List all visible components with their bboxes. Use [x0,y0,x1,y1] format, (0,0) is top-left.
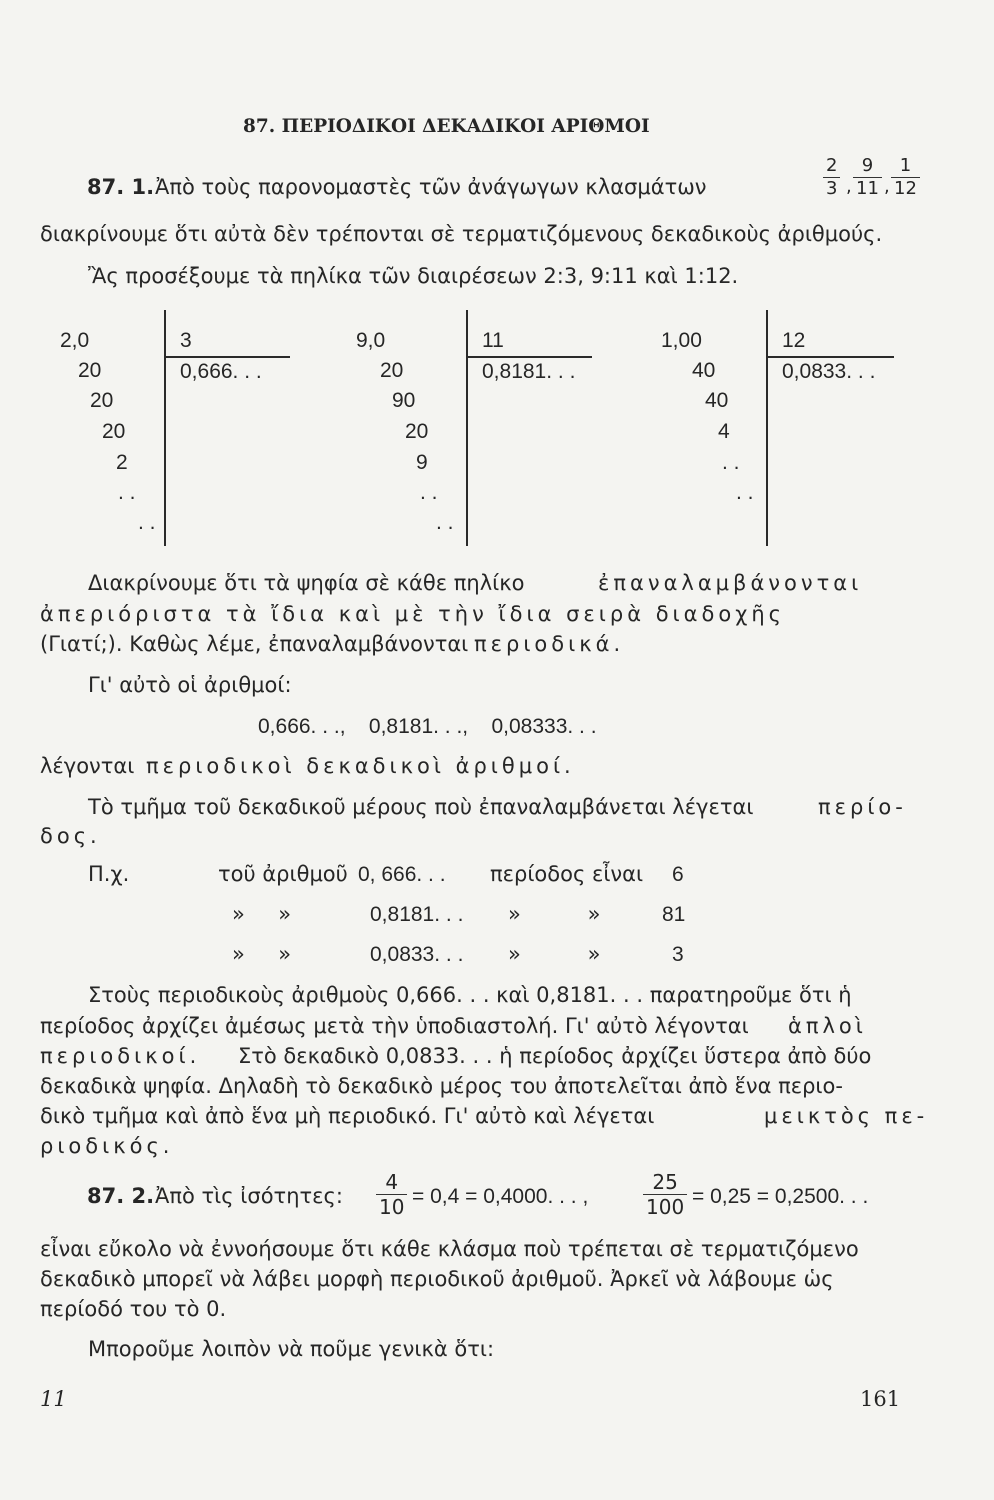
intro-text: Ἀπὸ τοὺς παρονομαστὲς τῶν ἀνάγωγων κλασμάτων [155,175,707,199]
division-divisor: 3 [180,329,192,352]
section-heading: 87. ΠΕΡΙΟΔΙΚΟΙ ΔΕΚΑΔΙΚΟΙ ΑΡΙΘΜΟΙ [243,116,650,137]
comma: , [846,176,852,197]
example-prefix: » » [232,942,292,966]
division-quotient: 0,666. . . [180,360,262,383]
division-quotient: 0,0833. . . [782,360,876,383]
example-number: 0,0833. . . [370,943,464,966]
definition-term: ἁπλοὶ [788,1014,867,1038]
emphasis-term: περιοδικά. [474,632,625,656]
text-line: Ἂς προσέξουμε τὰ πηλίκα τῶν διαιρέσεων 2:3, 9:11 καὶ 1:12. [88,264,739,288]
division-dividend-row: 20 [380,359,404,382]
text-line: περίοδος ἀρχίζει ἀμέσως μετὰ τὴν ὑποδιαστολή. Γι' αὐτὸ λέγονται [40,1014,749,1038]
division-dividend-row: 20 [78,359,102,382]
division-dividend-row: 2,0 [60,329,90,352]
text-line: Μποροῦμε λοιπὸν νὰ ποῦμε γενικὰ ὅτι: [88,1337,495,1361]
division-dividend-row: . . [118,481,136,504]
division-bar [766,310,768,546]
emphasis-term: ἐπαναλαμβάνονται [598,571,863,595]
division-dividend-row: 40 [705,389,729,412]
division-dividend-row: 20 [405,420,429,443]
equation: = 0,25 = 0,2500. . . [692,1185,869,1208]
subsection-label: 87. 2. [87,1184,155,1208]
division-dividend-row: . . [420,481,438,504]
example-period: 6 [672,863,684,886]
division-dividend-row: 20 [90,389,114,412]
fraction-9-11: $\frac{9}{11}$ [853,157,882,198]
example-prefix: » » [232,902,292,926]
definition-term: περιοδικοὶ δεκαδικοὶ ἀριθμοί. [146,754,575,778]
division-dividend-row: . . [722,451,740,474]
division-divisor: 12 [782,329,806,352]
definition-term: μεικτὸς πε- [764,1104,929,1128]
division-underline [766,356,894,358]
example-prefix: τοῦ ἀριθμοῦ [218,862,348,886]
text-line: Στοὺς περιοδικοὺς ἀριθμοὺς 0,666. . . καὶ 0,8181. . . παρατηροῦμε ὅτι ἡ [88,983,852,1007]
division-dividend-row: 9 [416,451,428,474]
text-line: Στὸ δεκαδικὸ 0,0833. . . ἡ περίοδος ἀρχίζει ὕστερα ἀπὸ δύο [238,1044,872,1068]
text-line: εἶναι εὔκολο νὰ ἐννοήσουμε ὅτι κάθε κλάσμα ποὺ τρέπεται σὲ τερματιζόμενο [40,1237,859,1261]
text-line: δικὸ τμῆμα καὶ ἀπὸ ἕνα μὴ περιοδικό. Γι' αὐτὸ καὶ λέγεται [40,1104,655,1128]
text-line: δεκαδικὸ μπορεῖ νὰ λάβει μορφὴ περιοδικοῦ ἀριθμοῦ. Ἀρκεῖ νὰ λάβουμε ὡς [40,1267,834,1291]
number-list: 0,666. . ., 0,8181. . ., 0,08333. . . [258,715,597,738]
text-line: διακρίνουμε ὅτι αὐτὰ δὲν τρέπονται σὲ τερματιζόμενους δεκαδικοὺς ἀριθμούς. [40,222,883,246]
fraction-4-10: $\frac{4}{10}$ [376,1172,407,1217]
example-number: 0,8181. . . [370,903,464,926]
fraction-1-12: $\frac{1}{12}$ [891,157,920,198]
division-dividend-row: . . [138,511,156,534]
text-line: δεκαδικὰ ψηφία. Δηλαδὴ τὸ δεκαδικὸ μέρος του ἀποτελεῖται ἀπὸ ἕνα περιο- [40,1074,843,1098]
definition-term: ριοδικός. [40,1134,174,1158]
page-number: 161 [860,1387,901,1411]
example-mid: περίοδος εἶναι [490,862,644,886]
division-dividend-row: . . [736,481,754,504]
division-quotient: 0,8181. . . [482,360,576,383]
text-line: Τὸ τμῆμα τοῦ δεκαδικοῦ μέρους ποὺ ἐπαναλαμβάνεται λέγεται [88,795,754,819]
division-dividend-row: 4 [718,420,730,443]
definition-term: περιοδικοί. [40,1044,201,1068]
division-underline [466,356,592,358]
definition-term: περίο- [818,795,907,819]
intro-text: Ἀπὸ τὶς ἰσότητες: [155,1184,343,1208]
comma: , [884,176,890,197]
fraction-2-3: $\frac{2}{3}$ [823,157,840,198]
text-line: περίοδό του τὸ 0. [40,1297,227,1321]
division-underline [164,356,290,358]
example-period: 3 [672,943,684,966]
division-dividend-row: 40 [692,359,716,382]
division-bar [164,310,166,546]
division-dividend-row: 20 [102,420,126,443]
text-line: Γι' αὐτὸ οἱ ἀριθμοί: [88,673,292,697]
division-bar [466,310,468,546]
text-line: λέγονται [40,754,135,778]
equation: = 0,4 = 0,4000. . . , [412,1185,589,1208]
text-line: ἀπεριόριστα τὰ ἴδια καὶ μὲ τὴν ἴδια σειρὰ διαδοχῆς [40,602,785,626]
text-line: (Γιατί;). Καθὼς λέμε, ἐπαναλαμβάνονται [40,632,469,656]
example-mid: » » [508,942,601,966]
division-dividend-row: 90 [392,389,416,412]
example-mid: » » [508,902,601,926]
definition-term: δος. [40,824,101,848]
division-dividend-row: . . [436,511,454,534]
division-dividend-row: 9,0 [356,329,386,352]
signature-number: 11 [40,1387,67,1411]
fraction-25-100: $\frac{25}{100}$ [643,1172,687,1217]
example-number: 0, 666. . . [358,863,446,886]
subsection-label: 87. 1. [87,175,155,199]
example-label: Π.χ. [88,862,130,886]
example-period: 81 [662,903,686,926]
division-dividend-row: 1,00 [661,329,702,352]
division-dividend-row: 2 [116,451,128,474]
text-line: Διακρίνουμε ὅτι τὰ ψηφία σὲ κάθε πηλίκο [88,571,525,595]
division-divisor: 11 [482,329,504,352]
